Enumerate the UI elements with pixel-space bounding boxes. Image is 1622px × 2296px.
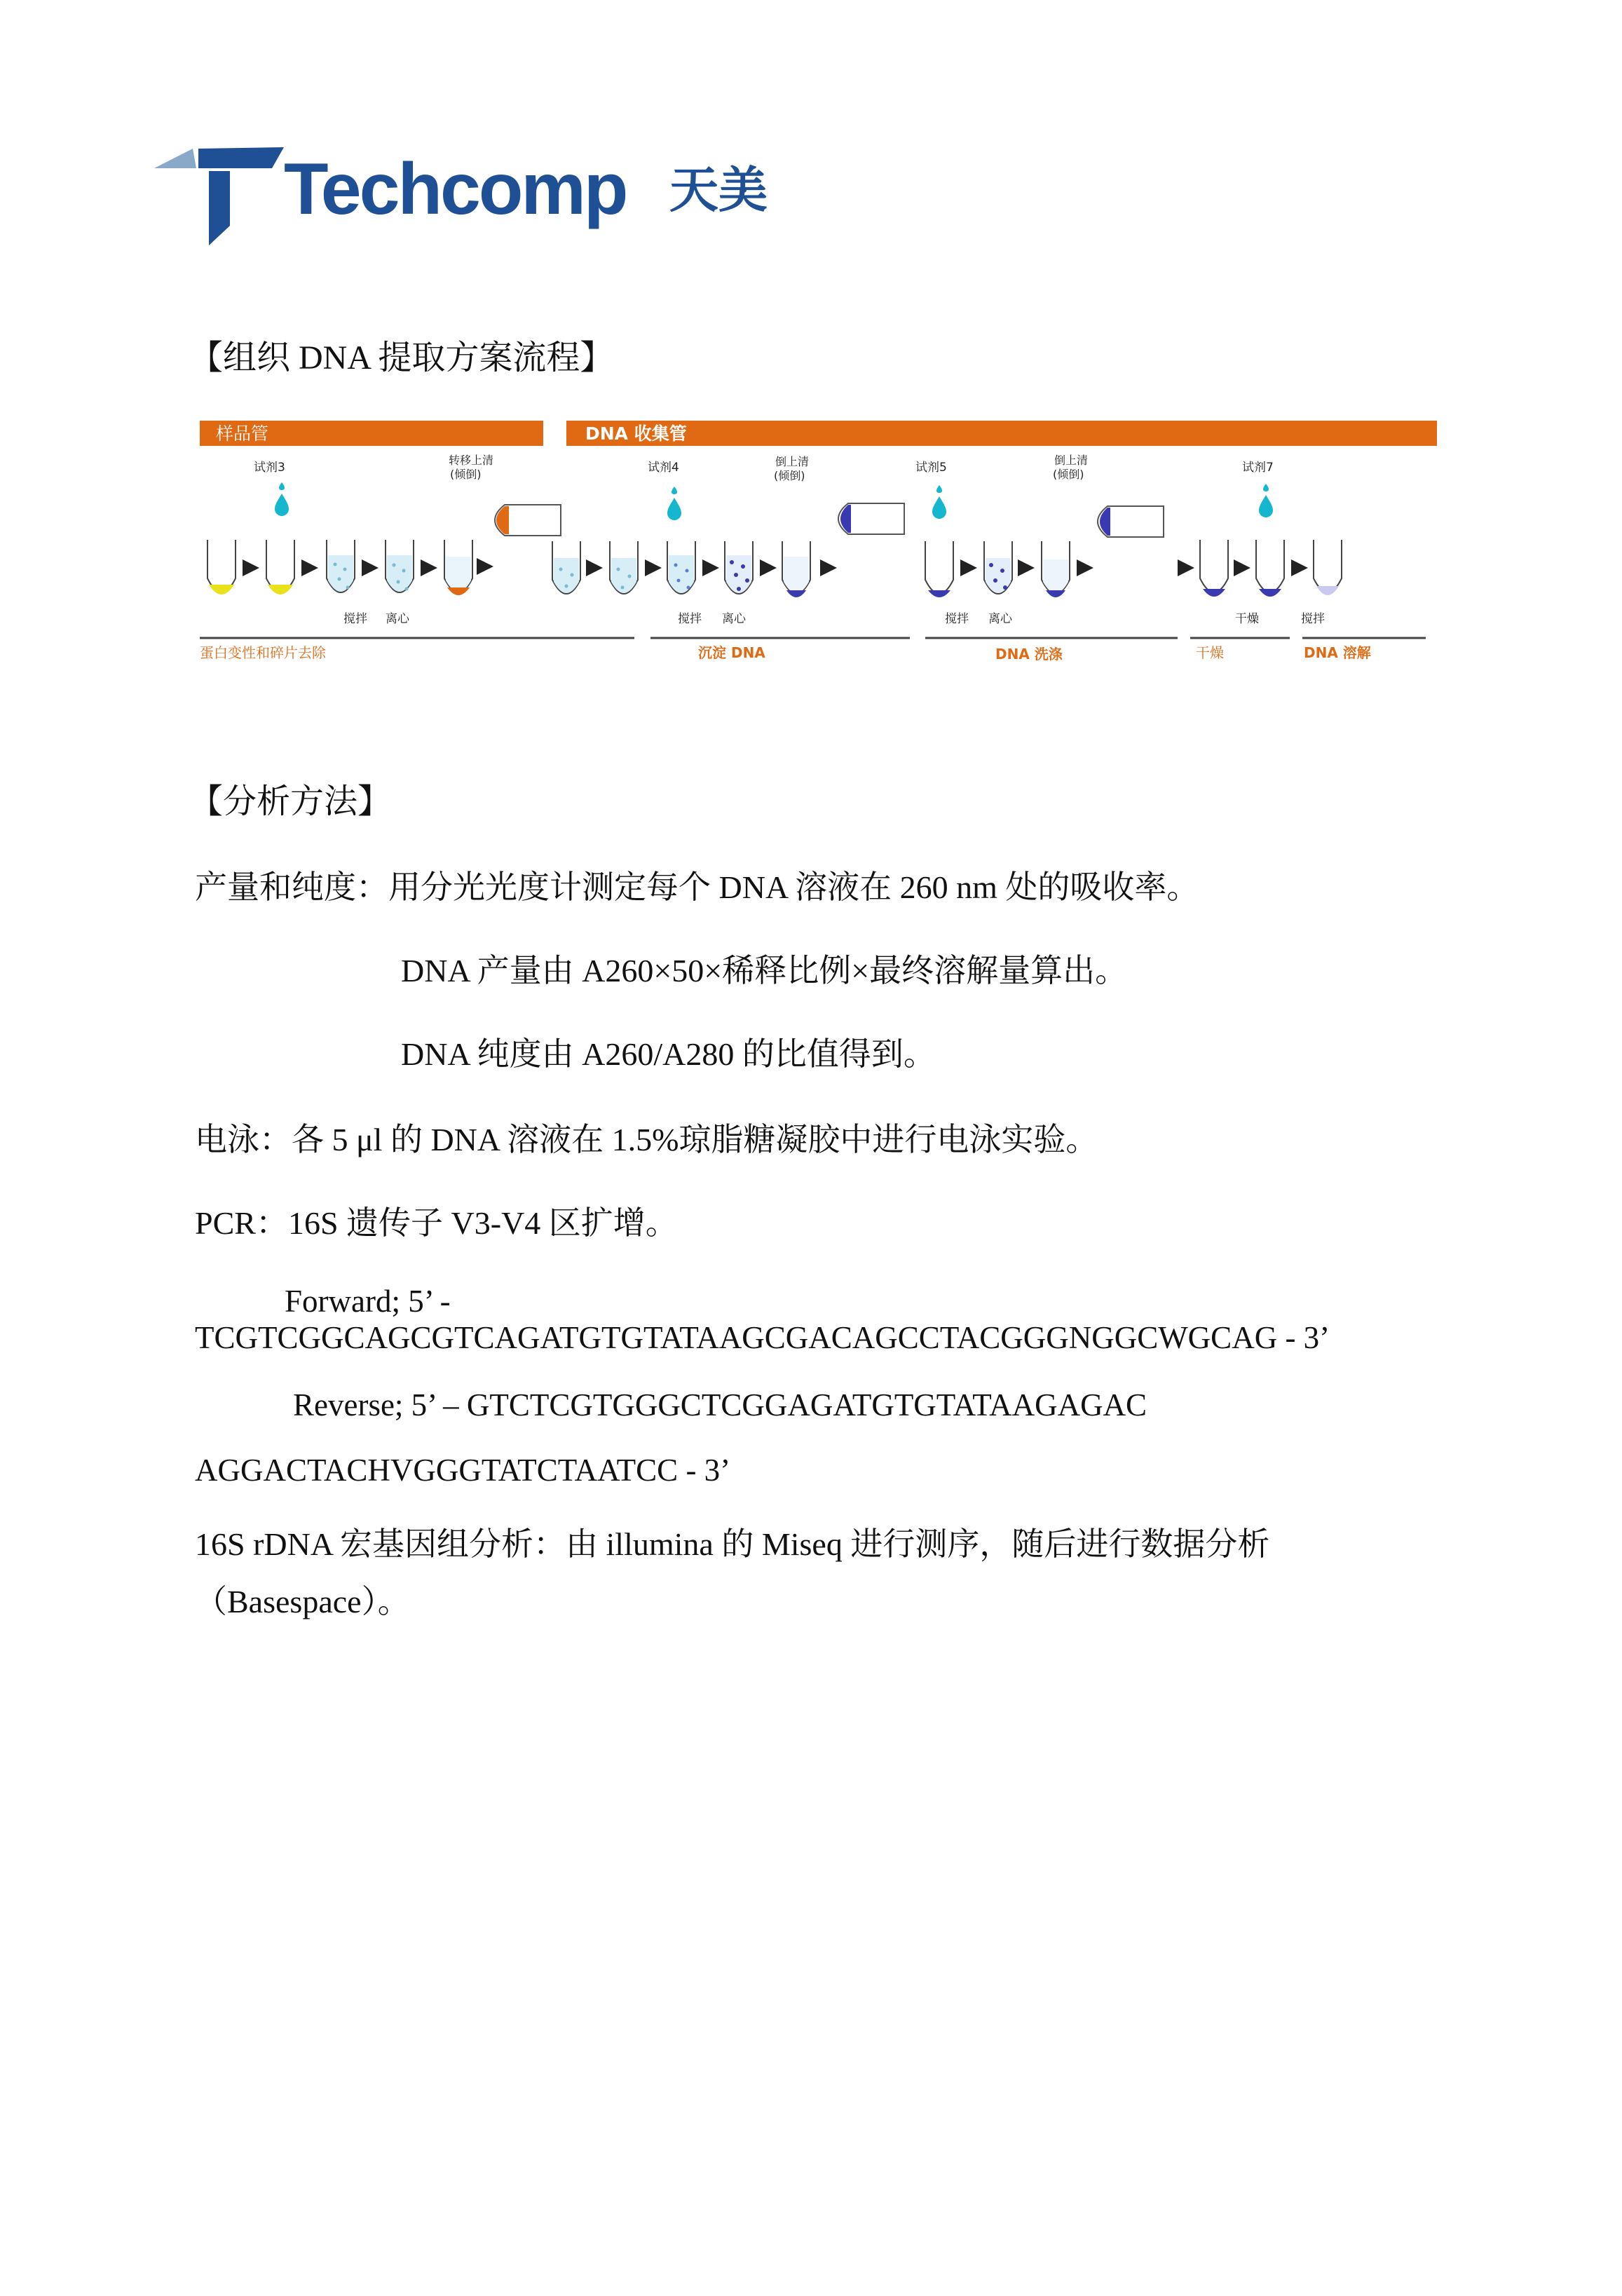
stage-label-2: 沉淀 DNA xyxy=(698,644,765,661)
banner-sample-tube-label: 样品管 xyxy=(216,423,269,444)
action-stir-1: 搅拌 xyxy=(343,612,367,626)
action-dry: 干燥 xyxy=(1235,612,1259,626)
tube-6 xyxy=(552,541,580,594)
tube-horizontal-transfer xyxy=(495,505,561,536)
tube-11 xyxy=(925,541,953,597)
tube-12 xyxy=(984,541,1012,594)
tube-horizontal-pour-1 xyxy=(838,503,904,534)
tube-13 xyxy=(1042,541,1070,597)
drop-icon xyxy=(932,496,946,519)
dna-extraction-diagram xyxy=(196,421,1437,663)
drop-icon xyxy=(275,494,289,516)
forward-primer-label: Forward; 5’ - xyxy=(285,1284,451,1319)
drop-icon xyxy=(936,485,942,493)
metagenome-text-line1: 16S rDNA 宏基因组分析：由 illumina 的 Miseq 进行测序，随后进行数据分析 xyxy=(195,1526,1270,1562)
techcomp-logo xyxy=(154,147,785,245)
tube-16 xyxy=(1314,540,1342,595)
pcr-text: PCR：16S 遗传子 V3-V4 区扩增。 xyxy=(195,1205,678,1241)
action-stir-4: 搅拌 xyxy=(1301,612,1325,626)
drop-icon xyxy=(667,498,681,520)
action-spin-1: 离心 xyxy=(386,612,409,626)
drop-icon xyxy=(1263,484,1269,491)
pour-supernatant-2-label: 倒上清 xyxy=(1054,454,1089,467)
logo-brand-text: Techcomp xyxy=(284,149,627,230)
transfer-supernatant-label: 转移上清 xyxy=(449,454,494,467)
stage-label-5: DNA 溶解 xyxy=(1304,644,1371,661)
tube-3 xyxy=(327,540,355,592)
tube-8 xyxy=(667,541,695,594)
reagent-7-label: 试剂7 xyxy=(1242,461,1274,475)
pour-supernatant-1-label: 倒上清 xyxy=(775,455,810,468)
tube-15 xyxy=(1256,540,1284,597)
reagent-5-label: 试剂5 xyxy=(915,461,947,475)
logo-mark-icon xyxy=(154,147,284,245)
tube-10 xyxy=(782,541,810,597)
forward-primer-sequence: TCGTCGGCAGCGTCAGATGTGTATAAGCGACAGCCTACGGGNGGCWGCAG - 3’ xyxy=(195,1320,1330,1355)
section-title-analysis: 【分析方法】 xyxy=(189,783,392,820)
reagent-4-label: 试剂4 xyxy=(648,461,679,475)
tube-1 xyxy=(207,540,236,595)
action-stir-2: 搅拌 xyxy=(678,612,702,626)
electrophoresis-text: 电泳：各 5 μl 的 DNA 溶液在 1.5%琼脂糖凝胶中进行电泳实验。 xyxy=(195,1122,1098,1157)
banner-dna-tube-label: DNA 收集管 xyxy=(585,423,687,444)
yield-calc-text: DNA 产量由 A260×50×稀释比例×最终溶解量算出。 xyxy=(401,953,1128,989)
tube-horizontal-pour-2 xyxy=(1098,506,1164,537)
logo-brand-cn: 天美 xyxy=(669,161,768,219)
action-stir-3: 搅拌 xyxy=(945,612,969,626)
transfer-supernatant-sub: (倾倒) xyxy=(450,468,482,481)
tube-9 xyxy=(725,541,753,594)
drop-icon xyxy=(672,487,677,494)
drop-icon xyxy=(279,482,285,490)
reverse-primer-line: Reverse; 5’ – GTCTCGTGGGCTCGGAGATGTGTATAAGAGAC xyxy=(293,1387,1147,1422)
pour-supernatant-2-sub: (倾倒) xyxy=(1053,468,1084,481)
reverse-primer-sequence: AGGACTACHVGGGTATCTAATCC - 3’ xyxy=(195,1453,731,1488)
tube-5 xyxy=(444,540,472,595)
section-title-extraction: 【组织 DNA 提取方案流程】 xyxy=(189,339,614,376)
reagent-3-label: 试剂3 xyxy=(254,461,285,475)
tube-14 xyxy=(1200,540,1228,597)
tube-7 xyxy=(610,541,638,594)
banner-dna-tube xyxy=(566,421,1437,446)
action-spin-3: 离心 xyxy=(988,612,1012,626)
tube-4 xyxy=(386,540,414,592)
stage-label-1: 蛋白变性和碎片去除 xyxy=(200,644,326,661)
metagenome-text-line2: （Basespace）。 xyxy=(195,1584,410,1619)
stage-label-3: DNA 洗涤 xyxy=(995,646,1063,663)
tube-2 xyxy=(266,540,294,595)
pour-supernatant-1-sub: (倾倒) xyxy=(774,469,805,482)
extraction-flow-svg xyxy=(196,421,1437,663)
action-spin-2: 离心 xyxy=(722,612,746,626)
yield-purity-text: 产量和纯度：用分光光度计测定每个 DNA 溶液在 260 nm 处的吸收率。 xyxy=(195,869,1199,905)
purity-calc-text: DNA 纯度由 A260/A280 的比值得到。 xyxy=(401,1036,936,1072)
stage-label-4: 干燥 xyxy=(1196,644,1224,661)
drop-icon xyxy=(1259,495,1273,517)
